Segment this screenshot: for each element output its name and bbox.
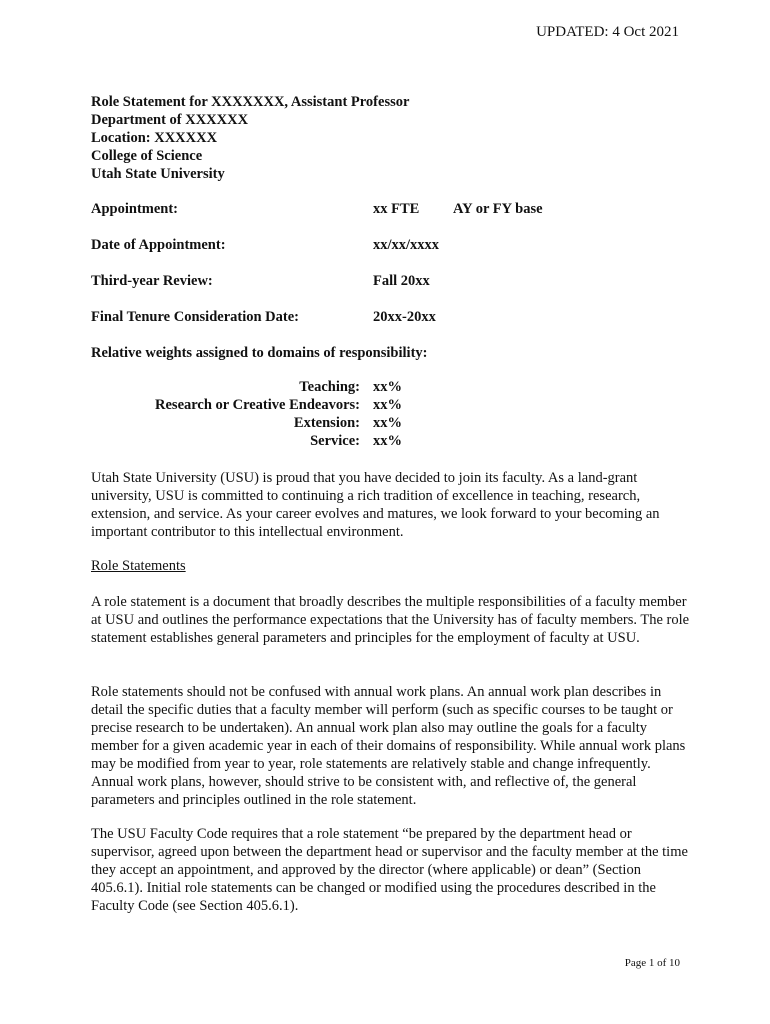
- paragraph-annual-work-plans: Role statements should not be confused with annual work plans. An annual work plan describes in detail the specific duties that a faculty member will perform (such as specific courses to be taught or precise research to be undertaken). An annual work plan also may outline the goals for a faculty member for a given academic year in each of their domains of responsibility. While annual work plans may be modified from year to year, role statements are relatively stable and change infrequently. Annual work plans, however, should strive to be consistent with, and reflective of, the general parameters and principles outlined in the role statement.: [91, 684, 686, 808]
- weight-value: xx%: [373, 379, 402, 395]
- paragraph-faculty-code: The USU Faculty Code requires that a role statement “be prepared by the department head or supervisor, agreed upon between the department head or supervisor and the faculty member at the time they accept an appointment, and approved by the director (where applicable) or dean” (Section 405.6.1). Initial role statements can be changed or modified using the procedures described in the Faculty Code (see Section 405.6.1).: [91, 826, 688, 914]
- third-year-review-label: Third-year Review:: [91, 273, 213, 289]
- third-year-review-value: Fall 20xx: [373, 273, 430, 289]
- weight-row-service: [91, 432, 491, 450]
- paragraph-role-statement-definition: A role statement is a document that broadly describes the multiple responsibilities of a faculty member at USU and outlines the performance expectations that the University has of faculty members. The role statement establishes general parameters and principles for the employment of faculty at USU.: [91, 594, 690, 646]
- weight-label: Extension:: [293, 415, 360, 431]
- weight-value: xx%: [373, 415, 402, 431]
- appointment-base: AY or FY base: [453, 201, 543, 217]
- final-tenure-label: Final Tenure Consideration Date:: [91, 309, 299, 325]
- appointment-label: Appointment:: [91, 201, 179, 217]
- weight-row-research: [91, 396, 491, 414]
- appointment-fte: xx FTE: [373, 201, 420, 217]
- weights-list: [91, 378, 491, 450]
- weight-row-teaching: [91, 378, 491, 396]
- document-header: [91, 93, 409, 183]
- role-statements-heading: Role Statements: [91, 558, 186, 574]
- date-of-appointment-label: Date of Appointment:: [91, 237, 226, 253]
- university-line: Utah State University: [91, 166, 225, 182]
- weights-title: Relative weights assigned to domains of responsibility:: [91, 345, 428, 361]
- weight-label: Teaching:: [299, 379, 360, 395]
- weight-row-extension: [91, 414, 491, 432]
- weight-label: Service:: [310, 433, 360, 449]
- weight-label: Research or Creative Endeavors:: [155, 397, 360, 413]
- page-number: Page 1 of 10: [624, 957, 680, 969]
- location-line: Location: XXXXXX: [91, 130, 218, 146]
- final-tenure-value: 20xx-20xx: [373, 309, 436, 325]
- role-statement-title: Role Statement for XXXXXXX, Assistant Professor: [91, 94, 410, 110]
- date-of-appointment-value: xx/xx/xxxx: [373, 237, 440, 253]
- updated-date: UPDATED: 4 Oct 2021: [536, 24, 679, 40]
- weight-value: xx%: [373, 397, 402, 413]
- department-line: Department of XXXXXX: [91, 112, 249, 128]
- weight-value: xx%: [373, 433, 402, 449]
- college-line: College of Science: [91, 148, 203, 164]
- intro-paragraph: Utah State University (USU) is proud that you have decided to join its faculty. As a land-grant university, USU is committed to continuing a rich tradition of excellence in teaching, research, extension, and service. As your career evolves and matures, we look forward to your becoming an important contributor to this intellectual environment.: [91, 470, 660, 540]
